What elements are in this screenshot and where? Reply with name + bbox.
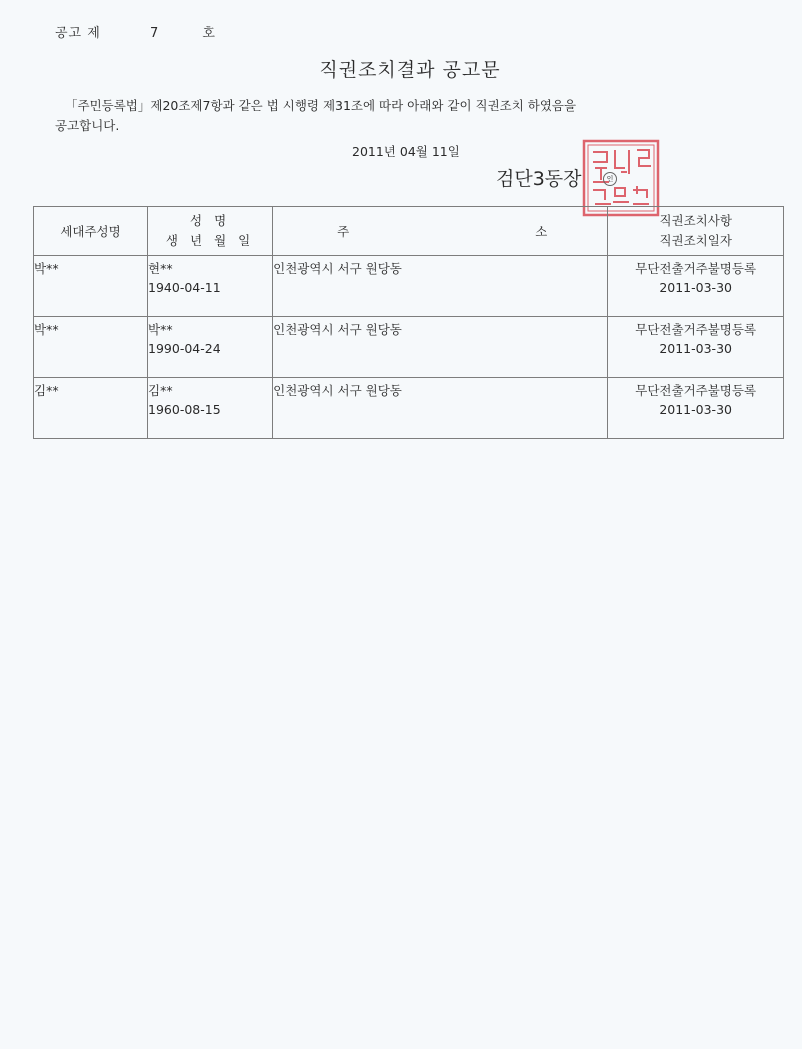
- cell-action-date: 2011-03-30: [659, 402, 732, 417]
- signer-title: 검단3동장: [496, 168, 582, 190]
- records-table: [33, 206, 784, 439]
- body-text: [55, 96, 735, 136]
- cell-action-text: 무단전출거주불명등록: [635, 261, 757, 276]
- col-header-address: [273, 207, 608, 256]
- table-row: [34, 378, 784, 439]
- col-header-action: [608, 207, 784, 256]
- cell-birth: 1960-08-15: [148, 402, 221, 417]
- cell-action: [608, 378, 784, 439]
- notice-number: [55, 22, 216, 41]
- header-address-left: 주: [337, 224, 350, 239]
- document-title: 직권조치결과 공고문: [319, 59, 501, 81]
- cell-name: 현**: [148, 261, 173, 276]
- cell-action-date: 2011-03-30: [659, 341, 732, 356]
- cell-name-birth: [148, 256, 273, 317]
- cell-householder: 김**: [34, 378, 148, 439]
- cell-name: 김**: [148, 383, 173, 398]
- header-action: 직권조치사항: [659, 213, 732, 228]
- cell-address: 인천광역시 서구 원당동: [273, 317, 608, 378]
- table-header-row: [34, 207, 784, 256]
- cell-birth: 1990-04-24: [148, 341, 221, 356]
- notice-no: 7: [149, 26, 160, 41]
- header-name: 성명: [190, 213, 239, 228]
- cell-action-text: 무단전출거주불명등록: [635, 383, 757, 398]
- cell-name-birth: [148, 317, 273, 378]
- header-action-date: 직권조치일자: [659, 233, 732, 248]
- body-line-1: 「주민등록법」제20조제7항과 같은 법 시행령 제31조에 따라 아래와 같이 직권조치 하였음을: [65, 98, 577, 113]
- cell-address: 인천광역시 서구 원당동: [273, 256, 608, 317]
- seal-mark-icon: 인: [603, 172, 617, 186]
- cell-name-birth: [148, 378, 273, 439]
- notice-suffix: 호: [202, 26, 216, 41]
- cell-action-date: 2011-03-30: [659, 280, 732, 295]
- notice-label: 공고 제: [55, 26, 101, 41]
- cell-action: [608, 256, 784, 317]
- cell-action-text: 무단전출거주불명등록: [635, 322, 757, 337]
- header-birthdate: 생년월일: [165, 233, 263, 248]
- cell-address: 인천광역시 서구 원당동: [273, 378, 608, 439]
- body-line-2: 공고합니다.: [55, 118, 120, 133]
- table-row: [34, 317, 784, 378]
- cell-action: [608, 317, 784, 378]
- cell-birth: 1940-04-11: [148, 280, 221, 295]
- cell-householder: 박**: [34, 256, 148, 317]
- table-row: [34, 256, 784, 317]
- cell-householder: 박**: [34, 317, 148, 378]
- col-header-householder: 세대주성명: [34, 207, 148, 256]
- notice-date: 2011년 04월 11일: [352, 144, 460, 159]
- cell-name: 박**: [148, 322, 173, 337]
- header-address-right: 소: [535, 224, 548, 239]
- col-header-name-birth: [148, 207, 273, 256]
